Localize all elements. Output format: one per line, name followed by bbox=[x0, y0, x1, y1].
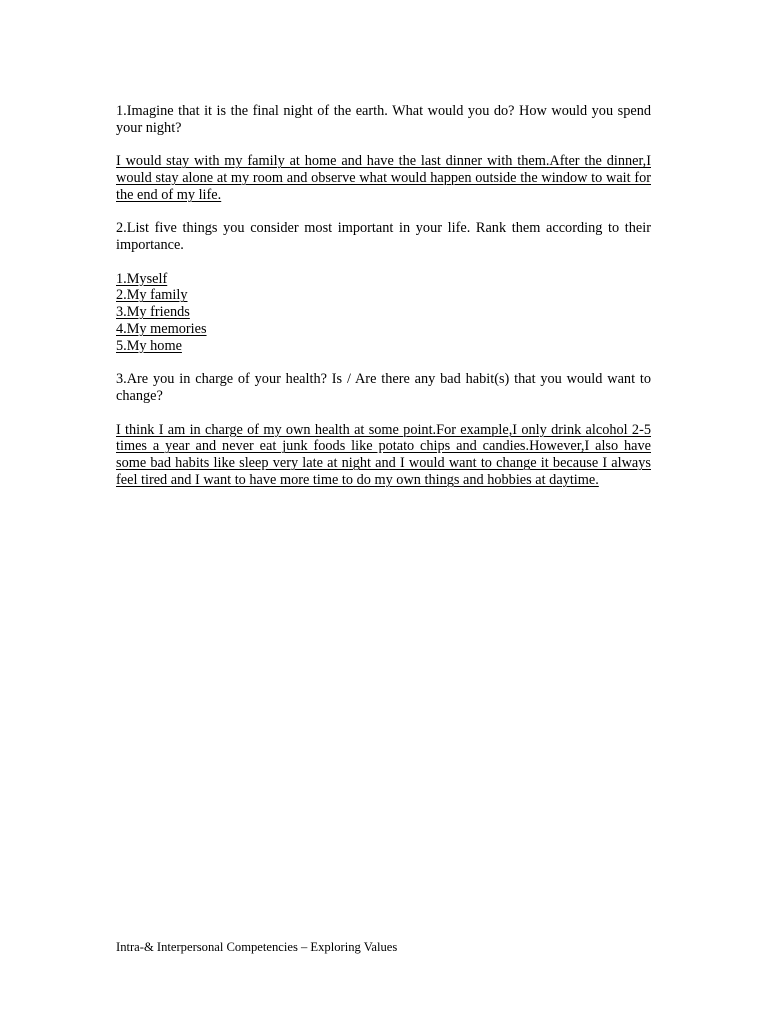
question-3: 3.Are you in charge of your health? Is / Are there any bad habit(s) that you would want to change? bbox=[116, 371, 651, 405]
list-item-text: 3.My friends bbox=[116, 304, 190, 321]
answer-3-text: I think I am in charge of my own health at some point.For example,I only drink alcohol 2-5 times a year and never eat junk foods like potato chips and candies.However,I also have some bad habits like sleep very late at night and I would want to change it because I always feel tired and I want to have more time to do my own things and hobbies at daytime. bbox=[116, 421, 651, 488]
paragraph-gap bbox=[116, 254, 651, 271]
answer-1 bbox=[116, 153, 651, 203]
answer-1-text: I would stay with my family at home and have the last dinner with them.After the dinner,I would stay alone at my room and observe what would happen outside the window to wait for the end of my life. bbox=[116, 153, 651, 203]
paragraph-gap bbox=[116, 137, 651, 154]
list-item-text: 1.Myself bbox=[116, 270, 168, 287]
list-item-text: 5.My home bbox=[116, 337, 182, 354]
question-1: 1.Imagine that it is the final night of the earth. What would you do? How would you spend your night? bbox=[116, 103, 651, 136]
paragraph-gap bbox=[116, 405, 651, 422]
list-item bbox=[116, 271, 651, 288]
answer-3 bbox=[116, 422, 651, 489]
list-item-text: 4.My memories bbox=[116, 321, 207, 338]
list-item bbox=[116, 338, 651, 355]
paragraph-gap bbox=[116, 204, 651, 221]
list-item-text: 2.My family bbox=[116, 287, 188, 304]
list-item bbox=[116, 321, 651, 338]
ranked-list bbox=[116, 271, 651, 355]
paragraph-gap bbox=[116, 355, 651, 372]
list-item bbox=[116, 287, 651, 304]
page-footer: Intra-& Interpersonal Competencies – Exploring Values bbox=[116, 940, 398, 954]
list-item bbox=[116, 304, 651, 321]
question-2: 2.List five things you consider most important in your life. Rank them according to their importance. bbox=[116, 220, 651, 254]
document-body bbox=[116, 103, 651, 489]
